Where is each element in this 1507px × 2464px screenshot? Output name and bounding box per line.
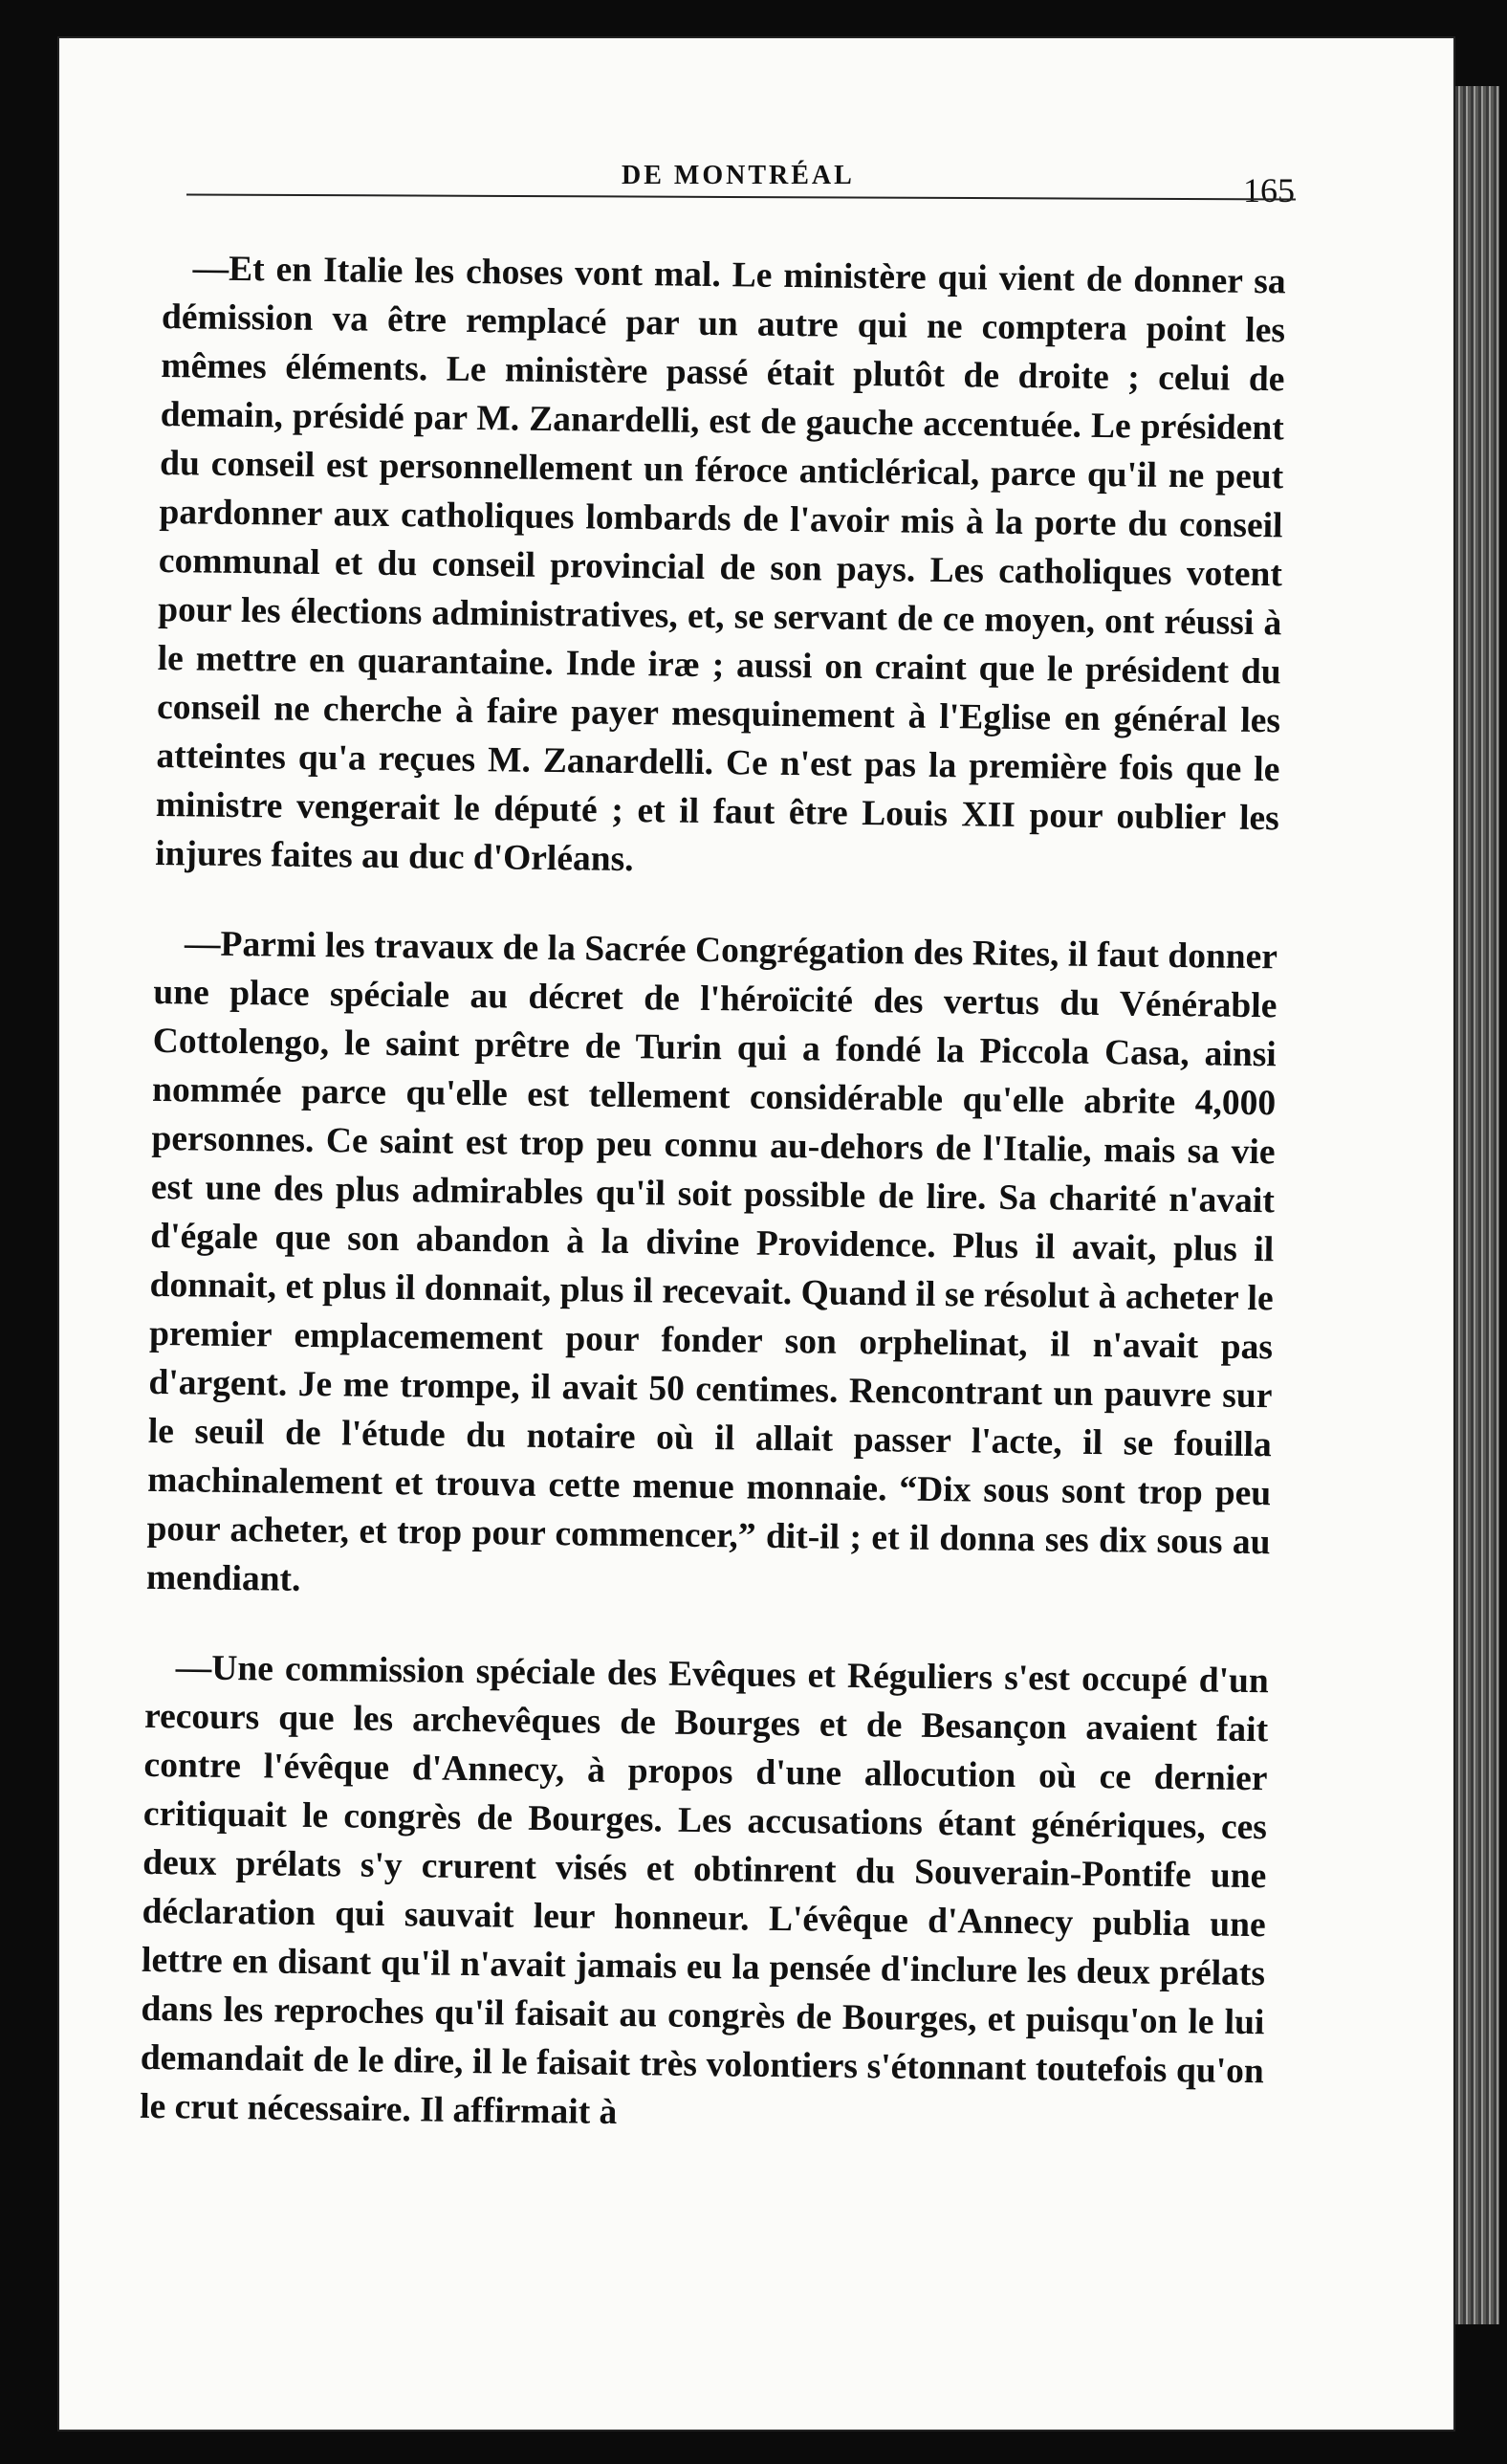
- paragraph-commission: —Une commission spéciale des Evêques et Réguliers s'est occupé d'un recours que les archevêques de Bourges et de Besançon avaient fait contre l'évêque d'Annecy, à propos d'une allocution où ce dernier critiquait le congrès de Bourges. Les accusations étant génériques, ces deux prélats s'y crurent visés et obtinrent du Souverain-Pontife une déclaration qui sauvait leur honneur. L'évêque d'Annecy publia une lettre en disant qu'il n'avait jamais eu la pensée d'inclure les deux prélats dans les reproches qu'il faisait au congrès de Bourges, et puisqu'on le lui demandait de le dire, il le faisait très volontiers s'étonnant toutefois qu'on le crut nécessaire. Il affirmait à: [139, 1648, 1269, 2132]
- page-body: [140, 244, 1286, 2145]
- page-number: 165: [1243, 171, 1295, 209]
- paragraph-italy-ministry: —Et en Italie les choses vont mal. Le ministère qui vient de donner sa démission va être remplacé par un autre qui ne comptera point les mêmes éléments. Le ministère passé était plutôt de droite ; celui de demain, présidé par M. Zanardelli, est de gauche accentuée. Le président du conseil est personnellement un féroce anticlérical, parce qu'il ne peut pardonner aux catholiques lombards de l'avoir mis à la porte du conseil communal et du conseil provincial de son pays. Les catholiques votent pour les élections administratives, et, se servant de ce moyen, ont réussi à le mettre en quarantaine. Inde iræ ; aussi on craint que le président du conseil ne cherche à faire payer mesquinement à l'Eglise en général les atteintes qu'a reçues M. Zanardelli. Ce n'est pas la première fois que le ministre vengerait le député ; et il faut être Louis XII pour oublier les injures faites au duc d'Orléans.: [154, 249, 1286, 880]
- running-title: DE MONTRÉAL: [622, 161, 855, 190]
- book-page-edges: [1453, 86, 1499, 2324]
- paragraph-cottolengo: —Parmi les travaux de la Sacrée Congrégation des Rites, il faut donner une place spéciale au décret de l'héroïcité des vertus du Vénérable Cottolengo, le saint prêtre de Turin qui a fondé la Piccola Casa, ainsi nommée parce qu'elle est tellement considérable qu'elle abrite 4,000 personnes. Ce saint est trop peu connu au-dehors de l'Italie, mais sa vie est une des plus admirables qu'il soit possible de lire. Sa charité n'avait d'égale que son abandon à la divine Providence. Plus il avait, plus il donnait, et plus il donnait, plus il recevait. Quand il se résolut à acheter le premier emplacemement pour fonder son orphelinat, il n'avait pas d'argent. Je me trompe, il avait 50 centimes. Rencontrant un pauvre sur le seuil de l'étude du notaire où il allait passer l'acte, il se fouilla machinalement et trouva cette menue monnaie. “Dix sous sont trop peu pour acheter, et trop pour commencer,” dit-il ; et il donna ses dix sous au mendiant.: [145, 924, 1278, 1599]
